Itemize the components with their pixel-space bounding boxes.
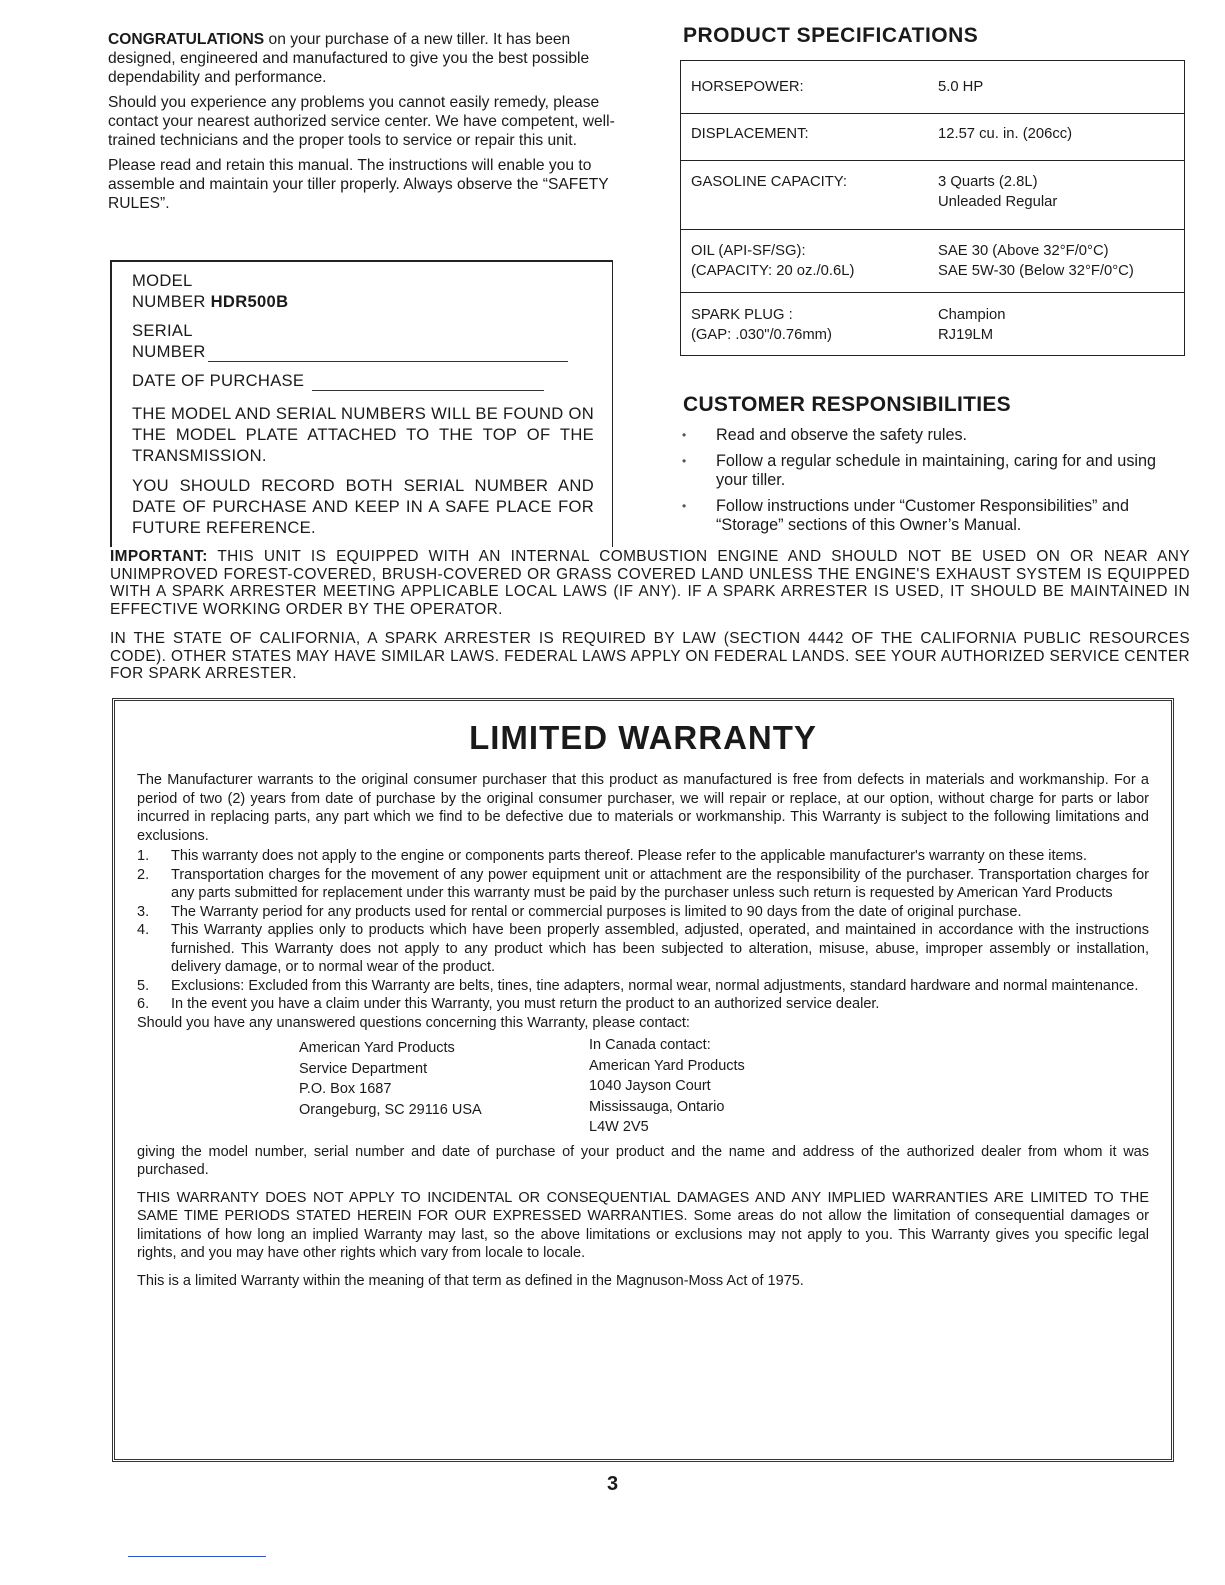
item-number: 6. bbox=[137, 996, 150, 1012]
address-line: 1040 Jayson Court bbox=[589, 1078, 711, 1094]
item-text: Transportation charges for the movement of any power equipment unit or attachment are the responsibility of the purchaser. Transportation charges for any parts submitted for replacement under this warranty must be paid by the purchaser unless such return is requested by American Yard Products bbox=[171, 866, 1149, 901]
spec-value: 3 Quarts (2.8L) bbox=[938, 174, 1038, 190]
product-specifications-title: PRODUCT SPECIFICATIONS bbox=[683, 24, 979, 47]
warranty-intro: The Manufacturer warrants to the original consumer purchaser that this product as manufactured is free from defects in materials and workmanship. For a period of two (2) years from date of purchase by the original consumer purchaser, we will repair or replace, at our option, without charge for parts or labor incurred in replacing parts, any part which we find to be defective due to materials or workmanship. This Warranty is subject to the following limitations and exclusions. bbox=[137, 772, 1149, 844]
contact-lead: Should you have any unanswered questions concerning this Warranty, please contact: bbox=[137, 1014, 690, 1031]
address-line: L4W 2V5 bbox=[589, 1119, 649, 1135]
list-item bbox=[137, 995, 1149, 1014]
list-item bbox=[137, 977, 1149, 996]
address-line: Orangeburg, SC 29116 USA bbox=[299, 1101, 482, 1118]
spec-value: RJ19LM bbox=[938, 327, 994, 343]
spec-value: SAE 30 (Above 32°F/0°C) bbox=[938, 243, 1109, 259]
congratulations-text: on your purchase of a new tiller. It has been designed, engineered and manufactured to give you the best possible dependability and performance. bbox=[108, 31, 590, 86]
spec-value: Unleaded Regular bbox=[938, 194, 1058, 210]
item-number: 5. bbox=[137, 977, 150, 994]
item-text: Exclusions: Excluded from this Warranty are belts, tines, tine adapters, normal wear, normal adjustments, standard hardware and normal maintenance. bbox=[171, 977, 1139, 994]
serial-number-row bbox=[132, 341, 594, 362]
congratulations-paragraph bbox=[108, 30, 618, 87]
serial-number-blank[interactable] bbox=[208, 346, 568, 362]
spec-row-oil bbox=[681, 230, 1184, 293]
item-number: 3. bbox=[137, 903, 150, 920]
important-text: THIS UNIT IS EQUIPPED WITH AN INTERNAL COMBUSTION ENGINE AND SHOULD NOT BE USED ON OR NEAR ANY UNIMPROVED FOREST-COVERED, BRUSH-COVERED OR GRASS COVERED LAND UNLESS THE ENGINE'S EXHAUST SYSTEM IS EQUIPPED WITH A SPARK ARRESTER MEETING APPLICABLE LOCAL LAWS (IF ANY). IF A SPARK ARRESTER IS USED, IT SHOULD BE MAINTAINED IN EFFECTIVE WORKING ORDER BY THE OPERATOR. bbox=[110, 548, 1190, 618]
record-reminder-text: YOU SHOULD RECORD BOTH SERIAL NUMBER AND DATE OF PURCHASE AND KEEP IN A SAFE PLACE FOR FUTURE REFERENCE. bbox=[132, 476, 594, 537]
spec-label: (GAP: .030"/0.76mm) bbox=[691, 327, 832, 343]
serial-number-label: NUMBER bbox=[132, 342, 206, 361]
spec-value: 12.57 cu. in. (206cc) bbox=[938, 126, 1073, 142]
list-item: • Follow a regular schedule in maintaining, caring for and using your tiller. bbox=[680, 452, 1190, 490]
date-of-purchase-row bbox=[132, 370, 594, 391]
address-line: Service Department bbox=[299, 1060, 428, 1077]
spec-label: DISPLACEMENT: bbox=[691, 126, 809, 142]
record-box bbox=[110, 260, 613, 547]
item-number: 1. bbox=[137, 848, 150, 864]
specifications-table bbox=[680, 60, 1185, 356]
spec-label: (CAPACITY: 20 oz./0.6L) bbox=[691, 263, 855, 279]
spec-value: 5.0 HP bbox=[938, 79, 984, 95]
address-line: American Yard Products bbox=[589, 1057, 745, 1074]
limited-warranty-box bbox=[112, 698, 1174, 1462]
list-item bbox=[137, 847, 1149, 866]
important-notice bbox=[110, 548, 1190, 618]
model-number-row bbox=[132, 291, 594, 312]
read-manual-paragraph: Please read and retain this manual. The instructions will enable you to assemble and maintain your tiller properly. Always observe the “SAFETY RULES”. bbox=[108, 157, 609, 212]
address-line: P.O. Box 1687 bbox=[299, 1081, 392, 1097]
important-label: IMPORTANT: bbox=[110, 548, 208, 565]
magnuson-moss-statement: This is a limited Warranty within the meaning of that term as defined in the Magnuson-Moss Act of 1975. bbox=[137, 1272, 804, 1289]
spec-label: HORSEPOWER: bbox=[691, 79, 804, 95]
problems-paragraph: Should you experience any problems you cannot easily remedy, please contact your nearest authorized service center. We have competent, well-trained technicians and the proper tools to service or repair this unit. bbox=[108, 94, 615, 149]
customer-responsibilities-list bbox=[680, 426, 1190, 542]
giving-details-text: giving the model number, serial number and date of purchase of your product and the name and address of the authorized dealer from whom it was purchased. bbox=[137, 1143, 1149, 1178]
model-label: MODEL bbox=[132, 271, 193, 290]
model-number-value: HDR500B bbox=[210, 292, 289, 311]
california-notice: IN THE STATE OF CALIFORNIA, A SPARK ARRESTER IS REQUIRED BY LAW (SECTION 4442 OF THE CALIFORNIA PUBLIC RESOURCES CODE). OTHER STATES MAY HAVE SIMILAR LAWS. FEDERAL LAWS APPLY ON FEDERAL LANDS. SEE YOUR AUTHORIZED SERVICE CENTER FOR SPARK ARRESTER. bbox=[110, 630, 1190, 682]
list-item: • Follow instructions under “Customer Responsibilities” and “Storage” sections of this Owner’s Manual. bbox=[680, 497, 1190, 535]
item-text: This warranty does not apply to the engine or components parts thereof. Please refer to the applicable manufacturer's warranty on these items. bbox=[171, 848, 1087, 864]
spec-label: OIL (API-SF/SG): bbox=[691, 243, 806, 259]
spec-row-spark-plug bbox=[681, 293, 1184, 355]
contact-addresses bbox=[137, 1035, 1149, 1138]
date-of-purchase-label: DATE OF PURCHASE bbox=[132, 371, 305, 390]
canada-address bbox=[589, 1035, 1149, 1138]
spec-value: SAE 5W-30 (Below 32°F/0°C) bbox=[938, 263, 1134, 279]
intro-section bbox=[108, 30, 618, 219]
item-text: The Warranty period for any products used for rental or commercial purposes is limited to 90 days from the date of original purchase. bbox=[171, 903, 1022, 920]
item-number: 4. bbox=[137, 922, 150, 938]
list-item bbox=[137, 866, 1149, 903]
page-number: 3 bbox=[606, 1473, 619, 1495]
spec-value: Champion bbox=[938, 307, 1006, 323]
limited-warranty-title: LIMITED WARRANTY bbox=[469, 719, 817, 756]
address-line: Mississauga, Ontario bbox=[589, 1098, 725, 1115]
item-text: In the event you have a claim under this Warranty, you must return the product to an authorized service dealer. bbox=[171, 996, 880, 1012]
model-number-label: NUMBER bbox=[132, 292, 206, 311]
customer-responsibilities-title: CUSTOMER RESPONSIBILITIES bbox=[683, 393, 1011, 416]
spec-row-displacement bbox=[681, 114, 1184, 161]
spec-row-horsepower bbox=[681, 61, 1184, 114]
list-item bbox=[137, 921, 1149, 977]
plate-location-text: THE MODEL AND SERIAL NUMBERS WILL BE FOUND ON THE MODEL PLATE ATTACHED TO THE TOP OF THE TRANSMISSION. bbox=[132, 404, 594, 465]
congratulations-heading: CONGRATULATIONS bbox=[108, 31, 265, 48]
spec-label: SPARK PLUG : bbox=[691, 307, 793, 323]
item-number: 2. bbox=[137, 866, 150, 883]
warranty-disclaimer: THIS WARRANTY DOES NOT APPLY TO INCIDENTAL OR CONSEQUENTIAL DAMAGES AND ANY IMPLIED WARRANTIES ARE LIMITED TO THE SAME TIME PERIODS STATED HEREIN FOR OUR EXPRESSED WARRANTIES. Some areas do not allow the limitation of consequential damages or limitations of how long an implied Warranty may last, so the above limitations or exclusions may not apply to you. This Warranty gives you specific legal rights, and you may have other rights which vary from locale to locale. bbox=[137, 1189, 1149, 1261]
date-of-purchase-blank[interactable] bbox=[312, 375, 544, 391]
address-line: In Canada contact: bbox=[589, 1037, 711, 1053]
list-item bbox=[137, 903, 1149, 922]
list-item: • Read and observe the safety rules. bbox=[680, 426, 1190, 445]
item-text: This Warranty applies only to products which have been properly assembled, adjusted, operated, and maintained in accordance with the instructions furnished. This Warranty does not apply to any product which has been subjected to alteration, misuse, abuse, improper assembly or installation, delivery damage, or to normal wear of the product. bbox=[171, 922, 1149, 975]
spec-row-gasoline-capacity bbox=[681, 161, 1184, 230]
bottom-rule bbox=[128, 1556, 266, 1557]
address-line: American Yard Products bbox=[299, 1040, 455, 1056]
serial-label: SERIAL bbox=[132, 321, 193, 340]
spec-label: GASOLINE CAPACITY: bbox=[691, 174, 847, 190]
us-address bbox=[137, 1035, 589, 1138]
warranty-limitations-list bbox=[137, 847, 1149, 1014]
